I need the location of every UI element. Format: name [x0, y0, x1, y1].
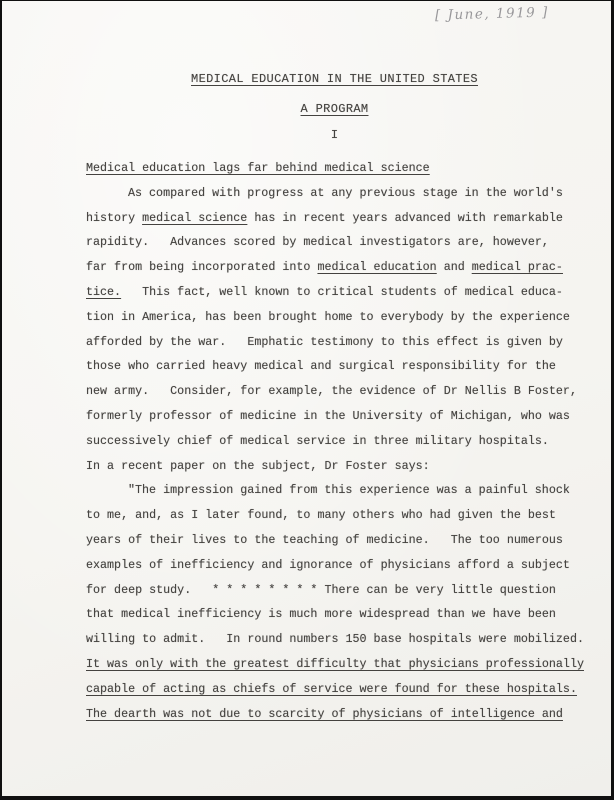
document-line: [86, 478, 591, 503]
underlined-text: medical education: [317, 260, 437, 275]
text-segment: examples of inefficiency and ignorance of physicians afford a subject: [86, 557, 570, 572]
document-line: [86, 602, 591, 627]
paper: [2, 1, 611, 796]
text-segment: to me, and, as I later found, to many others who had given the best: [86, 508, 556, 523]
document-subtitle: [86, 102, 583, 116]
document-line: [86, 181, 591, 206]
document-line: [86, 404, 591, 429]
handwritten-date-annotation: [ June, 1919 ]: [434, 4, 550, 24]
document-line: [86, 330, 591, 355]
document-line: [86, 354, 591, 379]
underlined-text: medical science: [142, 210, 248, 225]
document-line: [86, 454, 591, 479]
text-segment: years of their lives to the teaching of medicine. The too numerous: [86, 532, 563, 547]
text-segment: successively chief of medical service in three military hospitals.: [86, 433, 549, 448]
document-line: [86, 702, 591, 727]
text-segment: As compared with progress at any previous stage in the world's: [128, 185, 563, 200]
text-segment: formerly professor of medicine in the University of Michigan, who was: [86, 408, 570, 423]
text-segment: afforded by the war. Emphatic testimony to this effect is given by: [86, 334, 563, 349]
document-line: [86, 503, 591, 528]
text-segment: those who carried heavy medical and surgical responsibility for the: [86, 359, 556, 374]
document-title-text: MEDICAL EDUCATION IN THE UNITED STATES: [191, 72, 478, 86]
document-line: [86, 379, 591, 404]
underlined-text: capable of acting as chiefs of service were found for these hospitals.: [86, 681, 577, 696]
text-segment: and: [436, 260, 472, 275]
document-line: [86, 429, 591, 454]
document-line: [86, 578, 591, 603]
document-line: [86, 677, 591, 702]
document-subtitle-text: A PROGRAM: [300, 102, 369, 116]
text-segment: new army. Consider, for example, the evidence of Dr Nellis B Foster,: [86, 384, 577, 399]
text-segment: tion in America, has been brought home to everybody by the experience: [86, 309, 570, 324]
text-segment: willing to admit. In round numbers 150 base hospitals were mobilized.: [86, 632, 584, 647]
document-line: [86, 255, 591, 280]
underlined-text: It was only with the greatest difficulty that physicians professionally: [86, 656, 584, 671]
section-numeral: I: [330, 128, 339, 142]
section-heading-text: Medical education lags far behind medical science: [86, 161, 430, 175]
text-segment: that medical inefficiency is much more widespread than we have been: [86, 607, 556, 622]
document-line: [86, 627, 591, 652]
text-segment: "The impression gained from this experience was a painful shock: [128, 483, 570, 498]
text-segment: rapidity. Advances scored by medical investigators are, however,: [86, 235, 549, 250]
text-segment: In a recent paper on the subject, Dr Foster says:: [86, 458, 430, 473]
text-segment: far from being incorporated into: [86, 260, 318, 275]
text-segment: history: [86, 210, 143, 225]
section-heading: [86, 156, 591, 181]
text-segment: This fact, well known to critical students of medical educa-: [121, 284, 563, 299]
document-body: [86, 156, 591, 726]
text-segment: for deep study. * * * * * * * * There can be very little question: [86, 582, 556, 597]
document-line: [86, 305, 591, 330]
document-line: [86, 206, 591, 231]
document-line: [86, 652, 591, 677]
document-line: [86, 230, 591, 255]
text-segment: has in recent years advanced with remarkable: [247, 210, 563, 225]
underlined-text: tice.: [86, 284, 122, 299]
document-line: [86, 528, 591, 553]
document-line: [86, 553, 591, 578]
document-title: [86, 72, 583, 86]
document-line: [86, 280, 591, 305]
underlined-text: The dearth was not due to scarcity of physicians of intelligence and: [86, 706, 563, 721]
underlined-text: medical prac-: [471, 260, 563, 275]
